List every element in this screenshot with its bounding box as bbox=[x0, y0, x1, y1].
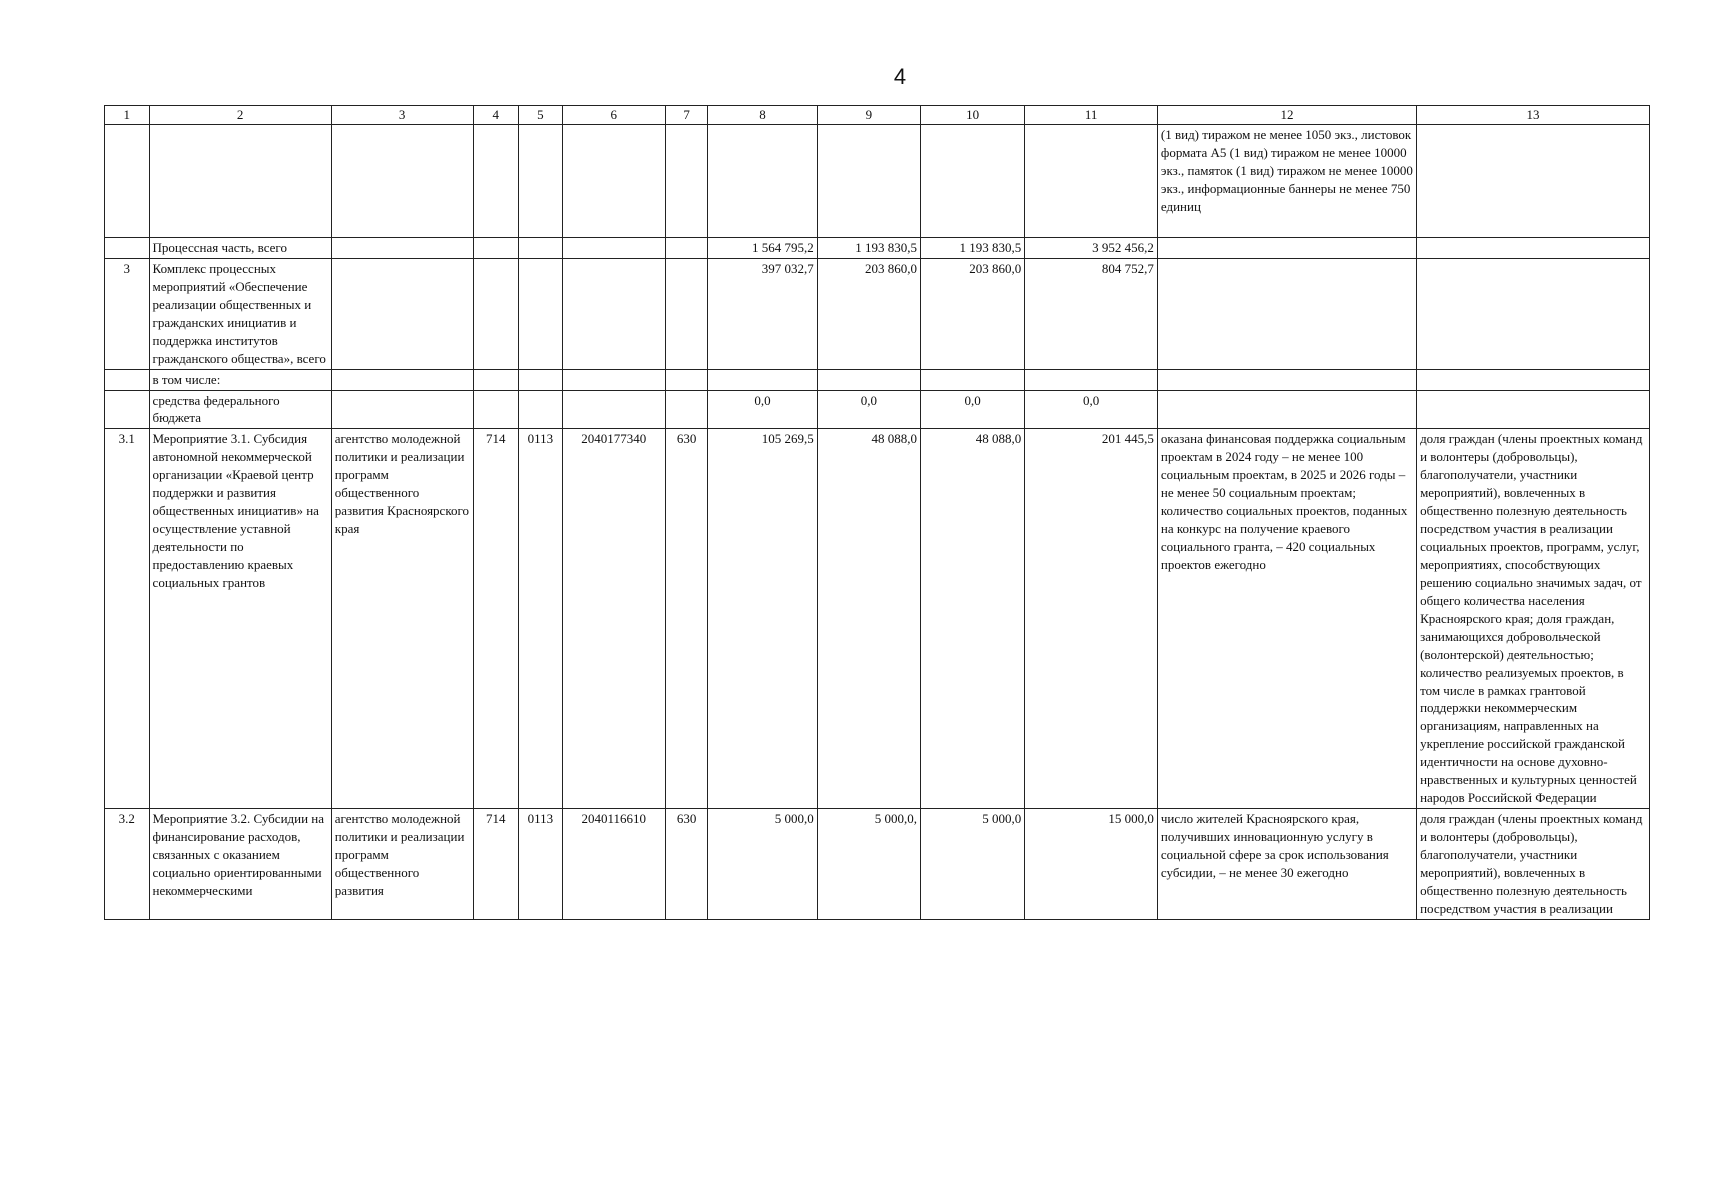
cell-name bbox=[149, 125, 331, 238]
cell-target bbox=[562, 369, 665, 390]
table-row bbox=[105, 258, 1650, 369]
cell-name: в том числе: bbox=[149, 369, 331, 390]
cell-grbs bbox=[473, 238, 519, 259]
cell-vr bbox=[665, 238, 708, 259]
cell-result: оказана финансовая поддержка социальным проектам в 2024 году – не менее 100 социальным проектам, в 2025 и 2026 годы – не менее 50 социальным проектам; количество социальных проектов, поданных на конкурс на получение краевого социального гранта, – 420 социальных проектов ежегодно bbox=[1157, 429, 1416, 809]
cell-num: 3.2 bbox=[105, 809, 150, 920]
cell-grbs: 714 bbox=[473, 809, 519, 920]
header-cell: 4 bbox=[473, 106, 519, 125]
cell-2025: 0,0 bbox=[817, 390, 920, 429]
cell-grbs bbox=[473, 369, 519, 390]
cell-2024: 1 564 795,2 bbox=[708, 238, 817, 259]
cell-name: средства федерального бюджета bbox=[149, 390, 331, 429]
cell-vr: 630 bbox=[665, 429, 708, 809]
cell-result: число жителей Красноярского края, получивших инновационную услугу в социальной сфере за срок использования субсидии, – не менее 30 ежегодно bbox=[1157, 809, 1416, 920]
cell-2024: 105 269,5 bbox=[708, 429, 817, 809]
cell-total: 3 952 456,2 bbox=[1025, 238, 1158, 259]
table-row bbox=[105, 125, 1650, 238]
cell-2025 bbox=[817, 125, 920, 238]
cell-indicator bbox=[1417, 369, 1650, 390]
header-cell: 8 bbox=[708, 106, 817, 125]
cell-2024 bbox=[708, 125, 817, 238]
cell-section bbox=[519, 238, 563, 259]
cell-num: 3 bbox=[105, 258, 150, 369]
cell-num bbox=[105, 369, 150, 390]
cell-vr bbox=[665, 125, 708, 238]
cell-2025: 5 000,0, bbox=[817, 809, 920, 920]
cell-2026: 5 000,0 bbox=[920, 809, 1024, 920]
cell-indicator bbox=[1417, 238, 1650, 259]
cell-indicator bbox=[1417, 125, 1650, 238]
header-cell: 12 bbox=[1157, 106, 1416, 125]
cell-target bbox=[562, 390, 665, 429]
cell-target bbox=[562, 238, 665, 259]
cell-target: 2040177340 bbox=[562, 429, 665, 809]
cell-grbs bbox=[473, 125, 519, 238]
cell-result bbox=[1157, 390, 1416, 429]
cell-section: 0113 bbox=[519, 429, 563, 809]
cell-2024 bbox=[708, 369, 817, 390]
header-cell: 9 bbox=[817, 106, 920, 125]
cell-vr bbox=[665, 390, 708, 429]
cell-vr bbox=[665, 258, 708, 369]
cell-executor bbox=[331, 390, 473, 429]
header-cell: 13 bbox=[1417, 106, 1650, 125]
table-row bbox=[105, 390, 1650, 429]
cell-result bbox=[1157, 369, 1416, 390]
header-cell: 2 bbox=[149, 106, 331, 125]
cell-2026: 48 088,0 bbox=[920, 429, 1024, 809]
cell-2024: 5 000,0 bbox=[708, 809, 817, 920]
cell-target bbox=[562, 125, 665, 238]
cell-total: 804 752,7 bbox=[1025, 258, 1158, 369]
header-cell: 3 bbox=[331, 106, 473, 125]
cell-target bbox=[562, 258, 665, 369]
cell-result: (1 вид) тиражом не менее 1050 экз., листовок формата А5 (1 вид) тиражом не менее 10000 экз., памяток (1 вид) тиражом не менее 10000 экз., информационные баннеры не менее 750 единиц bbox=[1157, 125, 1416, 238]
cell-2026 bbox=[920, 369, 1024, 390]
cell-section bbox=[519, 125, 563, 238]
cell-grbs bbox=[473, 390, 519, 429]
cell-name: Процессная часть, всего bbox=[149, 238, 331, 259]
cell-section bbox=[519, 258, 563, 369]
cell-section: 0113 bbox=[519, 809, 563, 920]
cell-executor: агентство молодежной политики и реализации программ общественного развития bbox=[331, 809, 473, 920]
cell-name: Комплекс процессных мероприятий «Обеспечение реализации общественных и гражданских инициатив и поддержка институтов гражданского общества», всего bbox=[149, 258, 331, 369]
cell-2024: 397 032,7 bbox=[708, 258, 817, 369]
cell-name: Мероприятие 3.1. Субсидия автономной некоммерческой организации «Краевой центр поддержки и развития общественных инициатив» на осуществление уставной деятельности по предоставлению краевых социальных грантов bbox=[149, 429, 331, 809]
cell-2025: 203 860,0 bbox=[817, 258, 920, 369]
header-cell: 6 bbox=[562, 106, 665, 125]
cell-result bbox=[1157, 238, 1416, 259]
cell-name: Мероприятие 3.2. Субсидии на финансирование расходов, связанных с оказанием социально ориентированными некоммерческими bbox=[149, 809, 331, 920]
cell-target: 2040116610 bbox=[562, 809, 665, 920]
cell-indicator: доля граждан (члены проектных команд и волонтеры (добровольцы), благополучатели, участники мероприятий), вовлеченных в общественно полезную деятельность посредством участия в реализации bbox=[1417, 809, 1650, 920]
cell-2026 bbox=[920, 125, 1024, 238]
header-cell: 1 bbox=[105, 106, 150, 125]
cell-2025: 1 193 830,5 bbox=[817, 238, 920, 259]
cell-section bbox=[519, 369, 563, 390]
cell-num bbox=[105, 238, 150, 259]
cell-2026: 203 860,0 bbox=[920, 258, 1024, 369]
cell-executor bbox=[331, 369, 473, 390]
header-cell: 5 bbox=[519, 106, 563, 125]
cell-grbs: 714 bbox=[473, 429, 519, 809]
cell-num: 3.1 bbox=[105, 429, 150, 809]
cell-executor bbox=[331, 125, 473, 238]
cell-2025 bbox=[817, 369, 920, 390]
table-row bbox=[105, 238, 1650, 259]
cell-2026: 0,0 bbox=[920, 390, 1024, 429]
cell-num bbox=[105, 390, 150, 429]
header-row bbox=[105, 106, 1650, 125]
table-row bbox=[105, 809, 1650, 920]
cell-2025: 48 088,0 bbox=[817, 429, 920, 809]
cell-executor: агентство молодежной политики и реализации программ общественного развития Красноярского края bbox=[331, 429, 473, 809]
cell-total: 15 000,0 bbox=[1025, 809, 1158, 920]
cell-total: 0,0 bbox=[1025, 390, 1158, 429]
header-cell: 7 bbox=[665, 106, 708, 125]
cell-executor bbox=[331, 258, 473, 369]
cell-indicator: доля граждан (члены проектных команд и волонтеры (добровольцы), благополучатели, участники мероприятий), вовлеченных в общественно полезную деятельность посредством участия в реализации социальных проектов, программ, услуг, мероприятиях, способствующих решению социально значимых задач, от общего количества населения Красноярского края; доля граждан, занимающихся добровольческой (волонтерской) деятельностью; количество реализуемых проектов, в том числе в рамках грантовой поддержки некоммерческим организациям, направленных на укрепление российской гражданской идентичности на основе духовно-нравственных и культурных ценностей народов Российской Федерации bbox=[1417, 429, 1650, 809]
cell-section bbox=[519, 390, 563, 429]
cell-grbs bbox=[473, 258, 519, 369]
cell-executor bbox=[331, 238, 473, 259]
cell-vr bbox=[665, 369, 708, 390]
header-cell: 11 bbox=[1025, 106, 1158, 125]
cell-indicator bbox=[1417, 258, 1650, 369]
table-row bbox=[105, 369, 1650, 390]
header-cell: 10 bbox=[920, 106, 1024, 125]
cell-total bbox=[1025, 369, 1158, 390]
budget-table bbox=[104, 105, 1650, 920]
page-number: 4 bbox=[893, 64, 907, 89]
cell-2026: 1 193 830,5 bbox=[920, 238, 1024, 259]
cell-total bbox=[1025, 125, 1158, 238]
cell-vr: 630 bbox=[665, 809, 708, 920]
cell-num bbox=[105, 125, 150, 238]
cell-result bbox=[1157, 258, 1416, 369]
cell-indicator bbox=[1417, 390, 1650, 429]
table-row bbox=[105, 429, 1650, 809]
cell-total: 201 445,5 bbox=[1025, 429, 1158, 809]
cell-2024: 0,0 bbox=[708, 390, 817, 429]
